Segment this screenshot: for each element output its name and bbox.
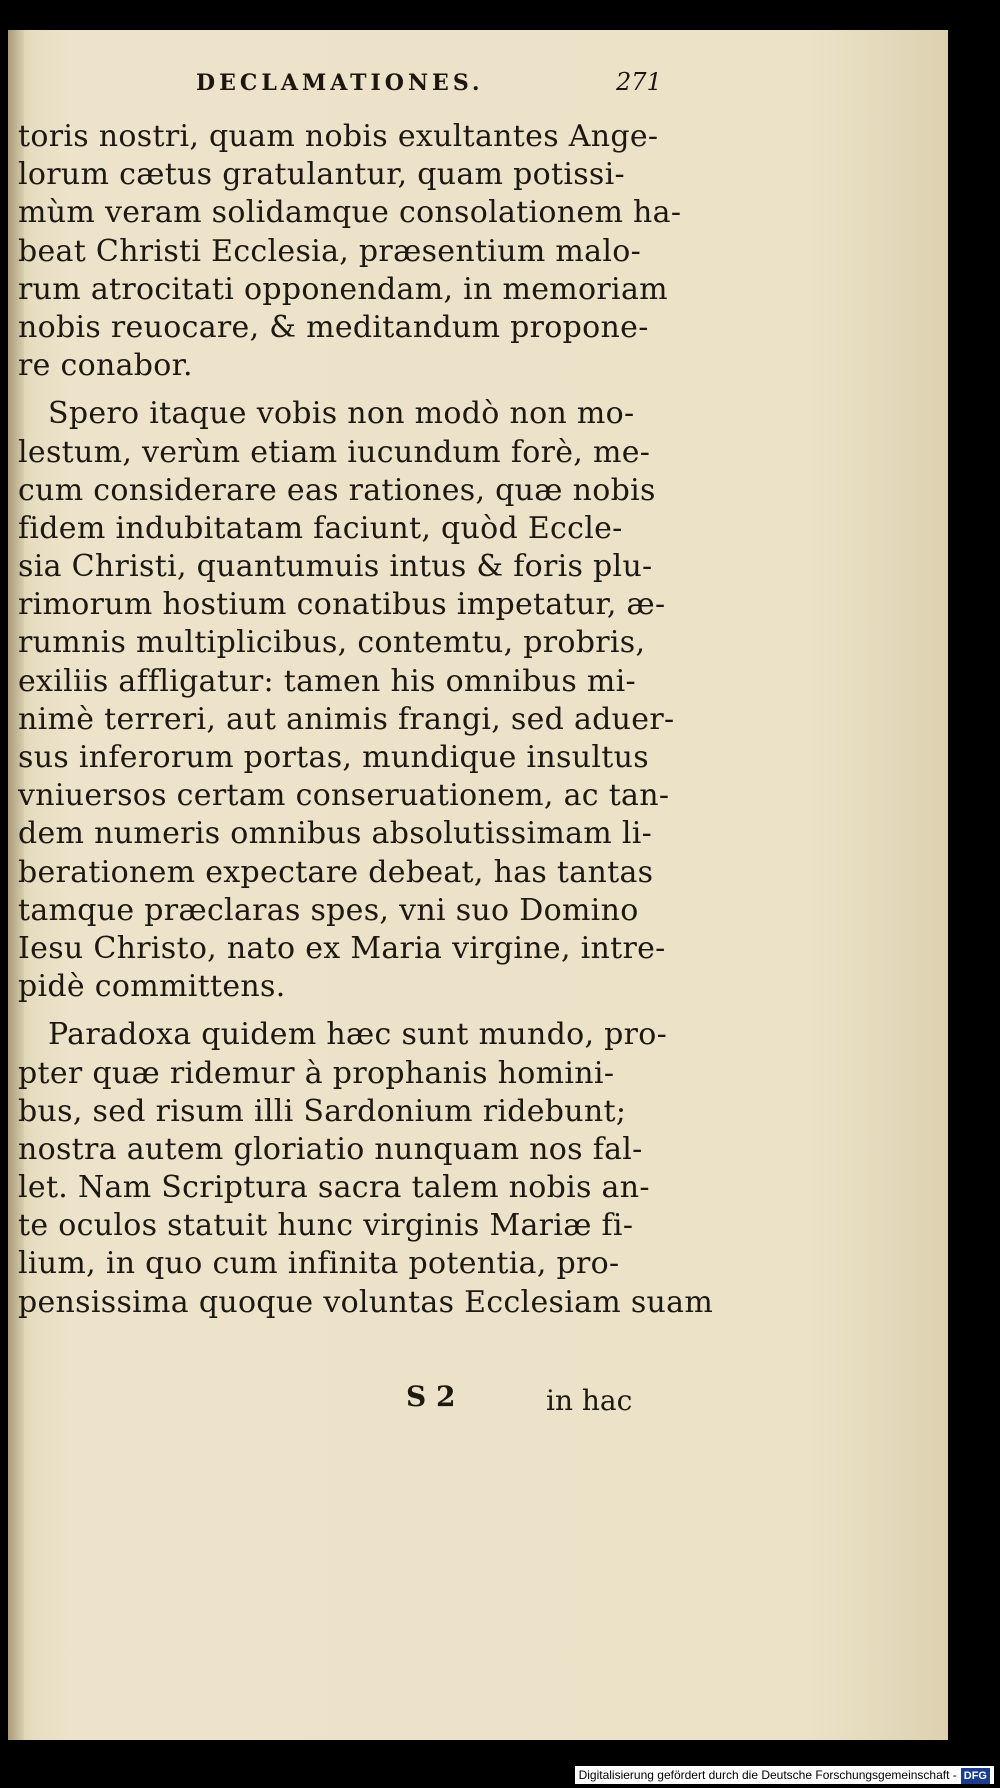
paragraph-gap bbox=[18, 1006, 658, 1016]
text-line: toris nostri, quam nobis exultantes Ange- bbox=[18, 119, 659, 154]
text-line: rum atrocitati opponendam, in memoriam bbox=[18, 271, 668, 307]
text-line: lestum, verùm etiam iucundum forè, me- bbox=[18, 434, 651, 470]
text-line: sia Christi, quantumuis intus & foris plu- bbox=[18, 549, 653, 585]
text-line: Paradoxa quidem hæc sunt mundo, pro- bbox=[48, 1017, 668, 1053]
text-line: nimè terreri, aut animis frangi, sed aduer- bbox=[18, 701, 675, 737]
text-line: lorum cætus gratulantur, quam potissi- bbox=[18, 157, 625, 193]
text-line: tamque præclaras spes, vni suo Domino bbox=[18, 892, 639, 928]
page-number: 271 bbox=[616, 68, 662, 96]
text-line: re conabor. bbox=[18, 348, 193, 384]
body-text bbox=[18, 118, 714, 1322]
text-line: let. Nam Scriptura sacra talem nobis an- bbox=[18, 1170, 650, 1206]
text-line: lium, in quo cum infinita potentia, pro- bbox=[18, 1246, 620, 1282]
book-page bbox=[8, 30, 948, 1740]
text-line: te oculos statuit hunc virginis Mariæ fi- bbox=[18, 1208, 634, 1244]
paragraph-gap bbox=[18, 385, 658, 395]
text-line: vniuersos certam conseruationem, ac tan- bbox=[18, 778, 670, 814]
running-title: DECLAMATIONES. bbox=[196, 70, 484, 96]
digitization-credit bbox=[575, 1766, 994, 1784]
text-line: berationem expectare debeat, has tantas bbox=[18, 854, 654, 890]
text-line: pter quæ ridemur à prophanis homini- bbox=[18, 1055, 615, 1091]
text-line: exiliis affligatur: tamen his omnibus mi- bbox=[18, 663, 636, 699]
text-line: rumnis multiplicibus, contemtu, probris, bbox=[18, 625, 646, 661]
running-head bbox=[8, 70, 948, 110]
text-line: mùm veram solidamque consolationem ha- bbox=[18, 195, 682, 231]
credit-text: Digitalisierung gefördert durch die Deutsche Forschungsgemeinschaft - bbox=[578, 1768, 957, 1782]
text-line: fidem indubitatam faciunt, quòd Eccle- bbox=[18, 510, 623, 546]
text-line: nostra autem gloriatio nunquam nos fal- bbox=[18, 1131, 643, 1167]
text-line: beat Christi Ecclesia, præsentium malo- bbox=[18, 233, 642, 269]
text-line: Spero itaque vobis non modò non mo- bbox=[48, 396, 635, 432]
dfg-logo: DFG bbox=[961, 1768, 990, 1784]
text-line: bus, sed risum illi Sardonium ridebunt; bbox=[18, 1093, 627, 1129]
text-line: nobis reuocare, & meditandum propone- bbox=[18, 309, 649, 345]
text-line: Iesu Christo, nato ex Maria virgine, intre- bbox=[18, 930, 666, 966]
signature-mark: S 2 bbox=[406, 1380, 456, 1413]
text-line: dem numeris omnibus absolutissimam li- bbox=[18, 816, 653, 852]
text-line: pensissima quoque voluntas Ecclesiam suam bbox=[18, 1284, 714, 1320]
text-line: cum considerare eas rationes, quæ nobis bbox=[18, 472, 656, 508]
text-line: pidè committens. bbox=[18, 969, 286, 1005]
page-footer bbox=[8, 1380, 948, 1420]
text-line: sus inferorum portas, mundique insultus bbox=[18, 740, 649, 775]
text-line: rimorum hostium conatibus impetatur, æ- bbox=[18, 587, 666, 623]
catchword: in hac bbox=[546, 1384, 633, 1417]
